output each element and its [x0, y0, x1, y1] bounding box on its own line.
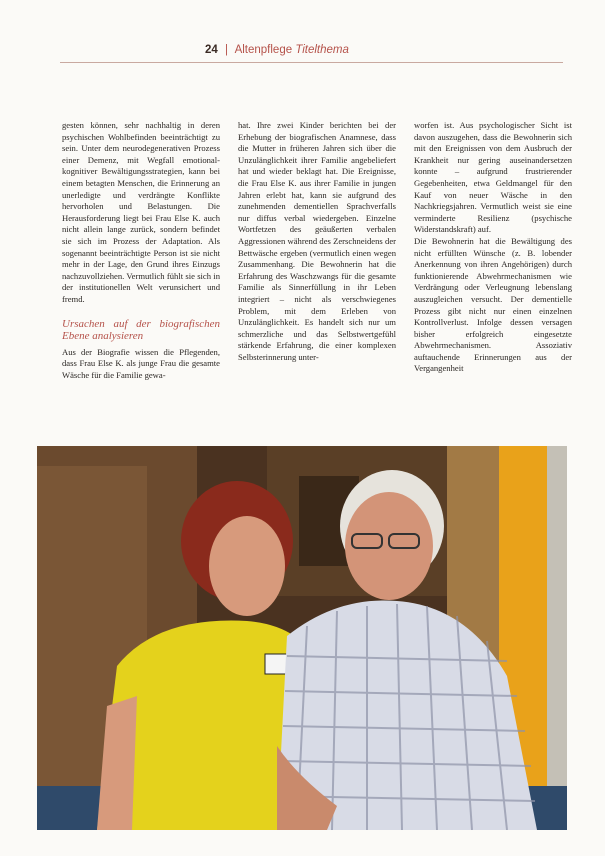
name-badge: [265, 654, 287, 674]
text-column-1: [62, 120, 220, 445]
paragraph: Die Bewohnerin hat die Bewältigung des nicht erfüllten Wünsche (z. B. lobender Anerkennung von ihren Angehörigen) durch funktionierende Abwehrmechanismen wie Verdrängung oder Verleugnung lebenslang auszugleichen versucht. Der dementielle Prozess gibt nicht nur einen einzelnen Kontrollverlust. Infolge dessen versagen bisher erfolgreich eingesetzte Abwehrmechanismen. Assoziativ auftauchende Erinnerungen aus der Vergangenheit: [414, 235, 572, 374]
paragraph: hat. Ihre zwei Kinder berichten bei der Erhebung der biografischen Anamnese, dass die Mutter in früheren Jahren sich über die Unzulänglichkeit ihrer Familie angebeliefert hat und wieder beklagt hat. Die Ereignisse, die Frau Else K. aus ihrer Familie in jungen Jahren erlebt hat, kann sie aufgrund des zunehmenden dementiellen Sprachverfalls nur diffus verbal wiedergeben. Einzelne Wortfetzen des geäußerten verbalen Aggressionen während des Zerschneidens der Bettwäsche ergeben (vermutlich einen wegen Zusammenhang. Die Bewohnerin hat die Erfahrung des Waschzwangs für die gesamte Familie als Sinnerfüllung in ihr Leben integriert – nicht als verschwiegenes Problem, mit dem Erleben von Unzulänglichkeit. Es handelt sich nur um schmerzliche und das Selbstwertgefühl stärkende Erfahrung, die einer komplexen Selbsterinnerung unter-: [238, 120, 396, 362]
header-rule: [60, 62, 563, 63]
text-column-3: [414, 120, 572, 445]
magazine-title: [235, 44, 349, 56]
photo-illustration: [37, 446, 567, 830]
section-name: Titelthema: [295, 44, 349, 56]
caregiver-face: [209, 516, 285, 616]
page-header: [0, 0, 605, 70]
article-photo: [37, 446, 567, 830]
paragraph: gesten können, sehr nachhaltig in deren psychischen Wohlbefinden beeinträchtigt zu sein. Unter dem neurodegenerativen Prozess einer Demenz, mit Wegfall emotional-kognitiver Bewältigungsstrategien, kann bei einem betagten Menschen, die Erinnerung an unerledigte und verdrängte Konflikte hervorholen und Belastungen. Die Herausforderung liegt bei Frau Else K. auch nicht allein lange zurück, sondern befindet sie sich im Prozess der Adaptation. Als sogenannt beeinträchtigte Person ist sie nicht mehr in der Lage, den Grund ihres Einzugs nachzuvollziehen. Vermutlich fühlt sie sich in der institutionellen Welt verunsichert und fremd.: [62, 120, 220, 304]
running-head: [205, 44, 349, 56]
header-separator: |: [225, 44, 228, 56]
page-number: 24: [205, 44, 218, 56]
text-column-2: [238, 120, 396, 445]
article-body: [62, 120, 572, 445]
subheading: Ursachen auf der biografischen Ebene analysieren: [62, 317, 220, 342]
magazine-name: Altenpflege: [234, 44, 293, 56]
paragraph: worfen ist. Aus psychologischer Sicht ist davon auszugehen, dass die Bewohnerin sich mit den Ereignissen von dem Ausbruch der Krankheit nur gering auseinandersetzen konnte – aufgrund frustrierender Gegebenheiten, etwa Geldmangel für den Kauf von neuer Wäsche in den Nachkriegsjahren. Vermutlich weist sie eine verminderte Resilienz (psychische Widerstandskraft) auf.: [414, 120, 572, 235]
window-edge: [547, 446, 567, 830]
paragraph: Aus der Biografie wissen die Pflegenden, dass Frau Else K. als junge Frau die gesamte Wäsche für die Familie gewa-: [62, 346, 220, 380]
